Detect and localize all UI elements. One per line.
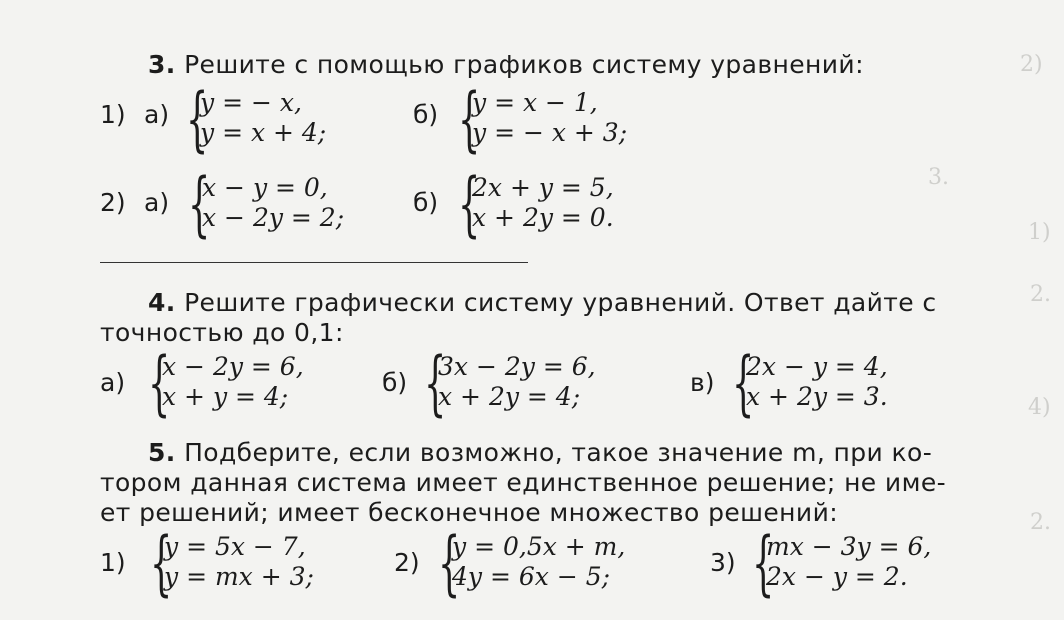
brace-icon: { [732, 342, 755, 424]
divider-line [100, 262, 528, 263]
equation: mx − 3y = 6, [766, 532, 932, 561]
bleed-through-mark: 2. [1030, 282, 1051, 307]
equation: x + y = 4; [162, 382, 289, 411]
brace-icon: { [186, 78, 209, 160]
equation: 3x − 2y = 6, [438, 352, 596, 381]
bleed-through-mark: 3. [928, 165, 949, 190]
brace-icon: { [752, 522, 775, 604]
task4-text-line1: Решите графически систему уравнений. Ответ дайте с [184, 288, 937, 317]
task5-s1-label: 1) [100, 548, 126, 577]
equation: 2x − y = 4, [746, 352, 888, 381]
task3-part1a-label: а) [144, 100, 170, 129]
task4-number: 4. [148, 288, 176, 317]
task4-c-label: в) [690, 368, 715, 397]
equation: y = − x + 3; [472, 118, 628, 147]
task5-s3-label: 3) [710, 548, 736, 577]
task3-part1-number: 1) [100, 100, 126, 129]
brace-icon: { [438, 522, 461, 604]
equation: y = 5x − 7, [164, 532, 306, 561]
brace-icon: { [458, 163, 481, 245]
bleed-through-mark: 1) [1028, 220, 1051, 245]
equation: x − y = 0, [202, 173, 328, 202]
equation: x + 2y = 3. [746, 382, 888, 411]
task4-title-line1 [148, 288, 936, 317]
task5-title-line3: ет решений; имеет бесконечное множество решений: [100, 498, 839, 527]
equation: y = 0,5x + m, [452, 532, 626, 561]
equation: x + 2y = 4; [438, 382, 581, 411]
equation: y = x − 1, [472, 88, 598, 117]
equation: 4y = 6x − 5; [452, 562, 611, 591]
equation: 2x − y = 2. [766, 562, 908, 591]
bleed-through-mark: 2. [1030, 510, 1051, 535]
brace-icon: { [148, 342, 171, 424]
equation: x − 2y = 2; [202, 203, 345, 232]
task4-title-line2: точностью до 0,1: [100, 318, 344, 347]
task3-part2b-label: б) [413, 188, 439, 217]
equation: y = − x, [200, 88, 302, 117]
task5-title-line1 [148, 438, 932, 467]
task3-part1b-label: б) [413, 100, 439, 129]
task3-part2a-label: а) [144, 188, 170, 217]
task5-s2-label: 2) [394, 548, 420, 577]
bleed-through-mark: 4) [1028, 395, 1051, 420]
equation: x + 2y = 0. [472, 203, 614, 232]
task5-title-line2: тором данная система имеет единственное решение; не име- [100, 468, 947, 497]
brace-icon: { [188, 163, 211, 245]
brace-icon: { [150, 522, 173, 604]
task3-text: Решите с помощью графиков систему уравнений: [184, 50, 864, 79]
task5-number: 5. [148, 438, 176, 467]
brace-icon: { [424, 342, 447, 424]
task4-a-label: а) [100, 368, 126, 397]
task3-title [148, 50, 864, 79]
equation: y = x + 4; [200, 118, 327, 147]
task3-number: 3. [148, 50, 176, 79]
equation: y = mx + 3; [164, 562, 314, 591]
task3-part2-number: 2) [100, 188, 126, 217]
equation: 2x + y = 5, [472, 173, 614, 202]
task5-text-line1: Подберите, если возможно, такое значение m, при ко- [184, 438, 933, 467]
equation: x − 2y = 6, [162, 352, 304, 381]
bleed-through-mark: 2) [1020, 52, 1043, 77]
task4-b-label: б) [382, 368, 408, 397]
brace-icon: { [458, 78, 481, 160]
